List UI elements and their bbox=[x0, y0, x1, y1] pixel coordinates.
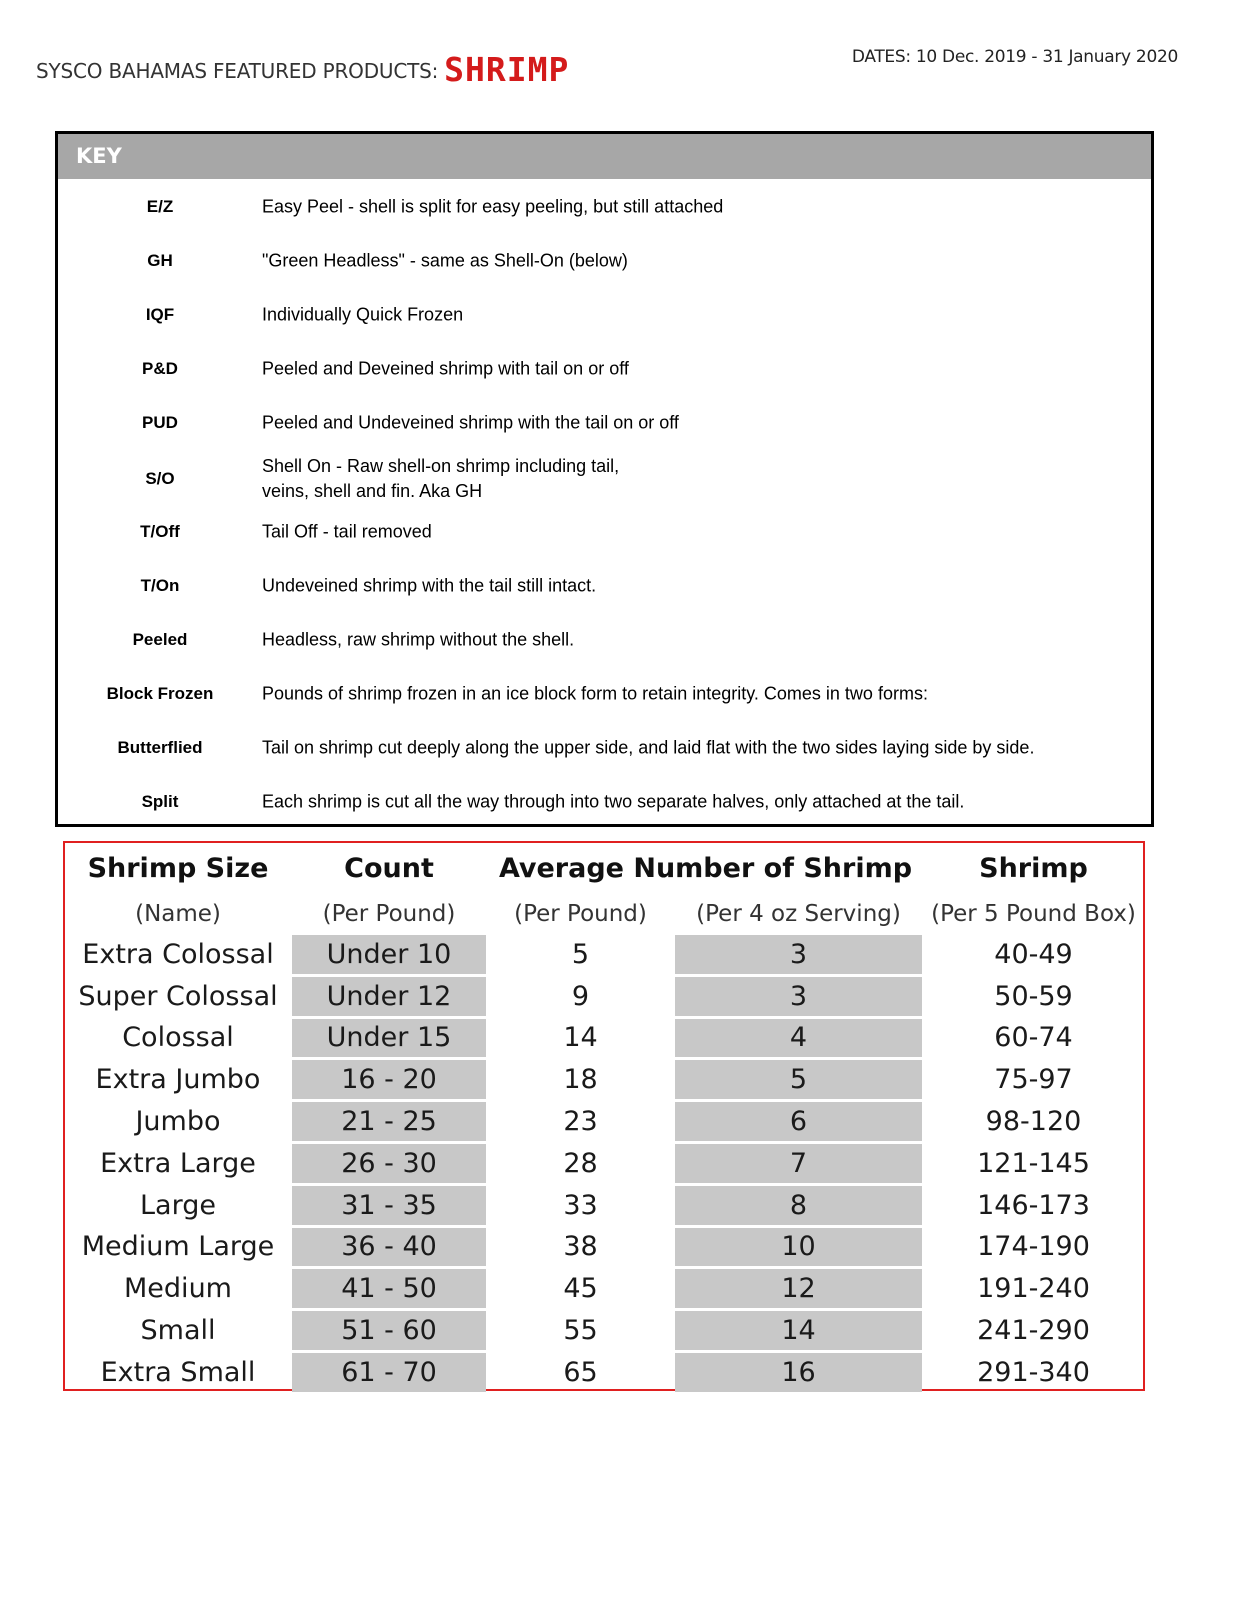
key-definition: Tail Off - tail removed bbox=[262, 521, 432, 542]
size-name-cell: Medium bbox=[124, 1273, 232, 1305]
table-cell: 16 - 20 bbox=[292, 1060, 486, 1099]
column-subheader: (Per Pound) bbox=[322, 900, 456, 927]
table-cell: 51 - 60 bbox=[292, 1311, 486, 1350]
table-cell: 33 bbox=[563, 1189, 598, 1221]
column-subheader: (Name) bbox=[135, 900, 221, 927]
key-row bbox=[58, 452, 1151, 506]
table-cell: Under 10 bbox=[292, 935, 486, 974]
table-cell: 12 bbox=[675, 1269, 922, 1308]
size-name-cell: Extra Jumbo bbox=[95, 1064, 261, 1096]
key-row bbox=[58, 288, 1151, 342]
column-subheader: (Per 4 oz Serving) bbox=[696, 900, 901, 927]
size-name-cell: Medium Large bbox=[81, 1231, 275, 1263]
table-cell: 7 bbox=[675, 1144, 922, 1183]
column-header: Shrimp Size bbox=[87, 853, 269, 884]
key-row bbox=[58, 396, 1151, 450]
size-name-cell: Super Colossal bbox=[78, 980, 278, 1012]
table-cell: 10 bbox=[675, 1228, 922, 1267]
table-cell: 5 bbox=[675, 1060, 922, 1099]
key-row bbox=[58, 234, 1151, 288]
key-abbreviation: T/On bbox=[140, 576, 180, 595]
key-abbreviation: IQF bbox=[145, 305, 175, 324]
key-abbreviation: GH bbox=[147, 251, 173, 270]
table-cell: 18 bbox=[563, 1064, 598, 1096]
table-cell: 14 bbox=[563, 1022, 598, 1054]
table-cell: 291-340 bbox=[977, 1356, 1090, 1388]
table-cell: 174-190 bbox=[977, 1231, 1090, 1263]
size-name-cell: Large bbox=[140, 1189, 216, 1221]
table-cell: 60-74 bbox=[994, 1022, 1073, 1054]
key-definition: Peeled and Undeveined shrimp with the tail on or off bbox=[262, 412, 679, 433]
table-cell: Under 12 bbox=[292, 977, 486, 1016]
key-abbreviation: Butterflied bbox=[117, 738, 203, 757]
table-cell: 41 - 50 bbox=[292, 1269, 486, 1308]
key-definition: "Green Headless" - same as Shell-On (below) bbox=[262, 250, 628, 271]
table-cell: 23 bbox=[563, 1106, 598, 1138]
column-header: Count bbox=[344, 853, 434, 884]
key-abbreviation: P&D bbox=[142, 359, 178, 378]
date-range: DATES: 10 Dec. 2019 - 31 January 2020 bbox=[851, 47, 1178, 67]
table-cell: Under 15 bbox=[292, 1019, 486, 1058]
key-definition: Peeled and Deveined shrimp with tail on or off bbox=[262, 358, 629, 379]
size-name-cell: Extra Large bbox=[100, 1147, 256, 1179]
table-cell: 31 - 35 bbox=[292, 1186, 486, 1225]
table-cell: 146-173 bbox=[977, 1189, 1090, 1221]
column-header: Shrimp bbox=[979, 853, 1088, 884]
table-cell: 38 bbox=[563, 1231, 598, 1263]
size-name-cell: Jumbo bbox=[135, 1106, 221, 1138]
title-prefix: SYSCO BAHAMAS FEATURED PRODUCTS: bbox=[36, 59, 439, 83]
table-cell: 241-290 bbox=[977, 1315, 1090, 1347]
key-abbreviation: Block Frozen bbox=[106, 684, 214, 703]
table-cell: 98-120 bbox=[985, 1106, 1082, 1138]
key-definition: Pounds of shrimp frozen in an ice block form to retain integrity. Comes in two forms: bbox=[262, 683, 928, 704]
table-cell: 28 bbox=[563, 1147, 598, 1179]
key-row bbox=[58, 667, 1151, 721]
table-cell: 26 - 30 bbox=[292, 1144, 486, 1183]
key-row bbox=[58, 505, 1151, 559]
size-name-cell: Colossal bbox=[122, 1022, 234, 1054]
key-definition: Tail on shrimp cut deeply along the upper side, and laid flat with the two sides laying side by side. bbox=[262, 737, 1035, 758]
key-definition: Undeveined shrimp with the tail still intact. bbox=[262, 575, 597, 596]
key-row bbox=[58, 180, 1151, 234]
key-abbreviation: PUD bbox=[142, 413, 178, 432]
title-product: SHRIMP bbox=[444, 50, 570, 89]
table-cell: 8 bbox=[675, 1186, 922, 1225]
key-definition: Individually Quick Frozen bbox=[262, 304, 464, 325]
table-cell: 36 - 40 bbox=[292, 1228, 486, 1267]
key-row bbox=[58, 775, 1151, 829]
key-definition: Shell On - Raw shell-on shrimp including tail, veins, shell and fin. Aka GH bbox=[262, 456, 620, 501]
key-panel bbox=[55, 131, 1154, 827]
table-cell: 4 bbox=[675, 1019, 922, 1058]
table-cell: 61 - 70 bbox=[292, 1353, 486, 1392]
size-name-cell: Extra Colossal bbox=[82, 938, 274, 970]
key-title: KEY bbox=[58, 134, 1151, 179]
table-cell: 6 bbox=[675, 1102, 922, 1141]
key-abbreviation: E/Z bbox=[146, 197, 174, 216]
key-row bbox=[58, 721, 1151, 775]
column-subheader: (Per Pound) bbox=[514, 900, 647, 927]
size-name-cell: Extra Small bbox=[100, 1356, 256, 1388]
key-abbreviation: S/O bbox=[145, 469, 175, 488]
key-abbreviation: Peeled bbox=[132, 630, 188, 649]
table-cell: 14 bbox=[675, 1311, 922, 1350]
table-cell: 21 - 25 bbox=[292, 1102, 486, 1141]
table-cell: 3 bbox=[675, 935, 922, 974]
table-cell: 191-240 bbox=[977, 1273, 1090, 1305]
shrimp-size-table bbox=[63, 841, 1145, 1391]
table-cell: 16 bbox=[675, 1353, 922, 1392]
key-definition: Each shrimp is cut all the way through into two separate halves, only attached at the tail. bbox=[262, 791, 965, 812]
table-cell: 45 bbox=[563, 1273, 598, 1305]
key-abbreviation: T/Off bbox=[140, 522, 180, 541]
table-cell: 5 bbox=[571, 938, 590, 970]
table-cell: 9 bbox=[571, 980, 590, 1012]
key-row bbox=[58, 613, 1151, 667]
table-cell: 50-59 bbox=[994, 980, 1073, 1012]
table-cell: 75-97 bbox=[994, 1064, 1073, 1096]
key-row bbox=[58, 559, 1151, 613]
table-cell: 40-49 bbox=[994, 938, 1073, 970]
key-abbreviation: Split bbox=[141, 792, 179, 811]
key-row bbox=[58, 342, 1151, 396]
key-definition: Headless, raw shrimp without the shell. bbox=[262, 629, 575, 650]
table-cell: 121-145 bbox=[977, 1147, 1090, 1179]
size-name-cell: Small bbox=[140, 1315, 216, 1347]
column-subheader: (Per 5 Pound Box) bbox=[931, 900, 1136, 927]
page-title bbox=[36, 50, 569, 89]
key-definition: Easy Peel - shell is split for easy peeling, but still attached bbox=[262, 196, 724, 217]
column-header: Average Number of Shrimp bbox=[498, 853, 913, 884]
table-cell: 3 bbox=[675, 977, 922, 1016]
table-cell: 65 bbox=[563, 1356, 598, 1388]
table-cell: 55 bbox=[563, 1315, 598, 1347]
